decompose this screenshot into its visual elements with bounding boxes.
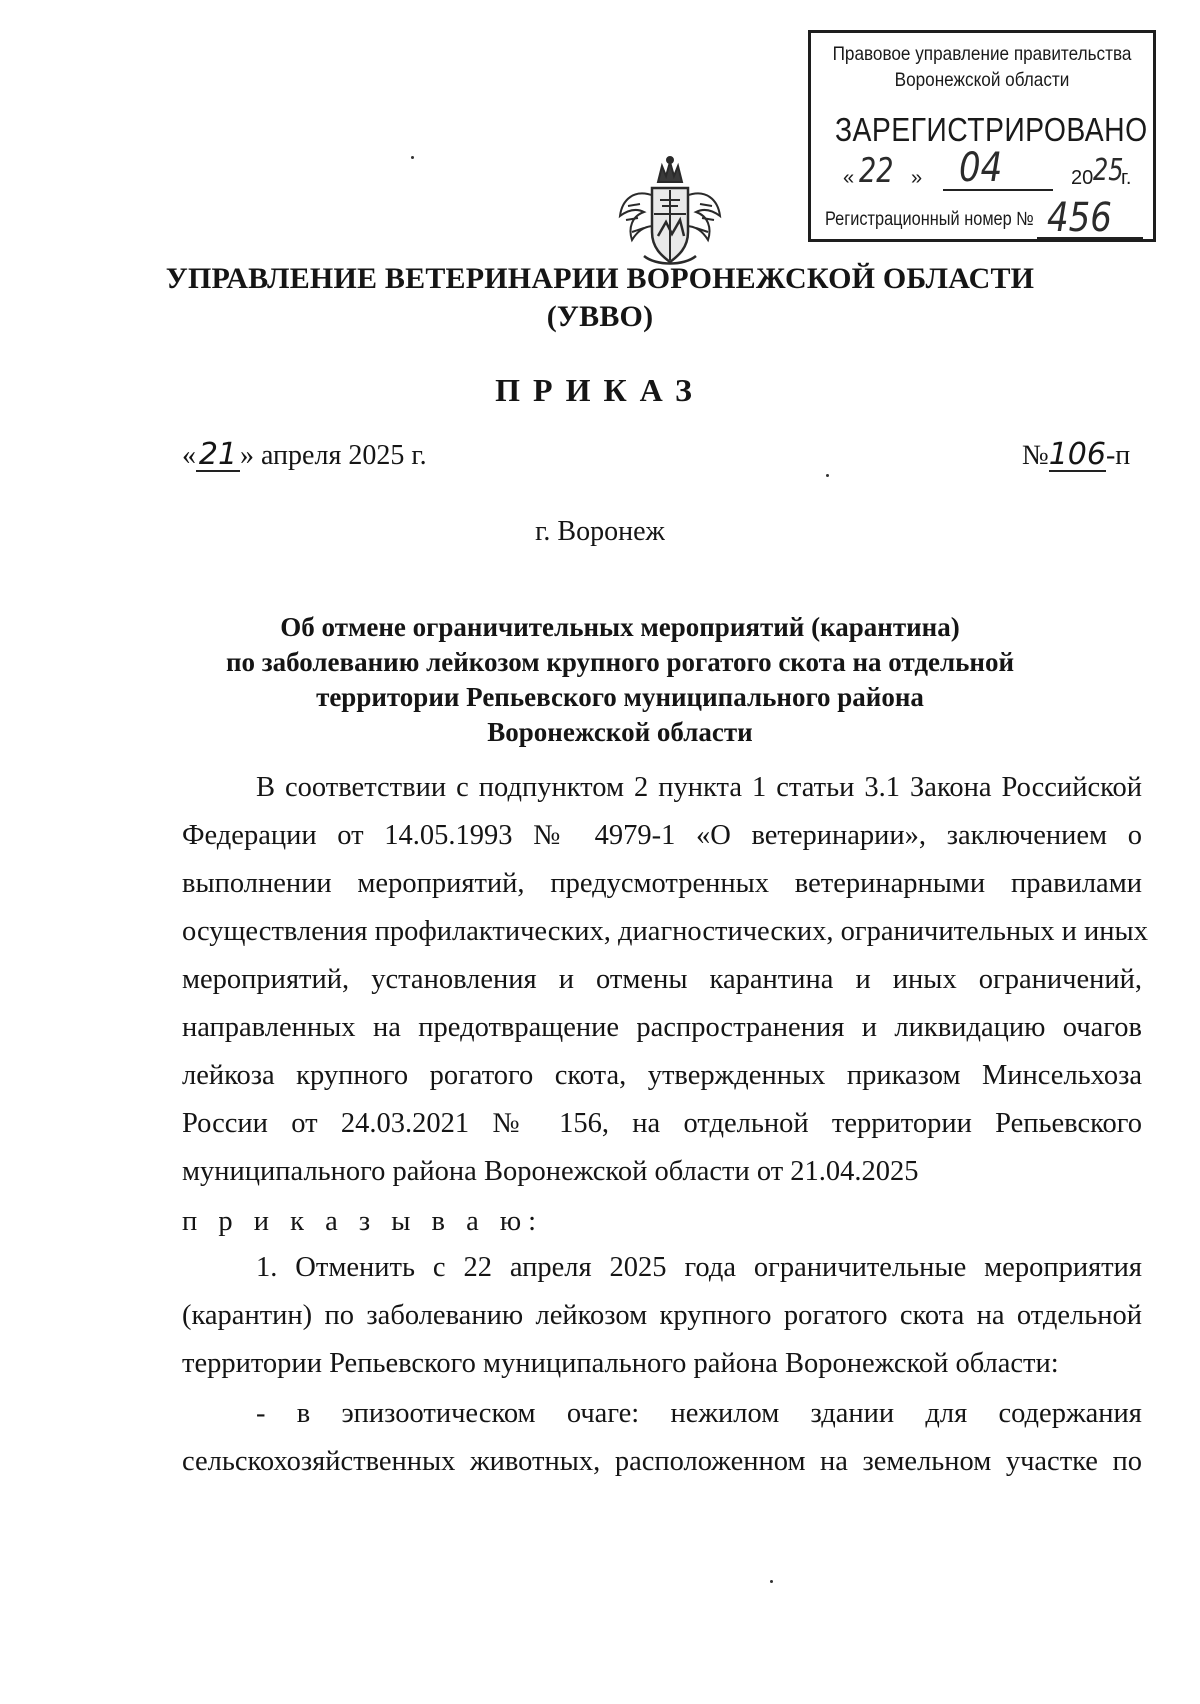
document-date xyxy=(182,437,427,472)
organization-abbreviation: (УВВО) xyxy=(546,300,654,333)
document-type: ПРИКАЗ xyxy=(495,372,705,408)
orders-word: п р и к а з ы в а ю: xyxy=(182,1206,544,1237)
date-open-quote: « xyxy=(182,440,196,471)
preamble-line: лейкоза крупного рогатого скота, утвержденных приказом Минсельхоза xyxy=(182,1060,1142,1091)
preamble-line: Федерации от 14.05.1993 № 4979-1 «О ветеринарии», заключением о xyxy=(182,820,1142,851)
stamp-date xyxy=(831,145,1141,195)
stamp-reg-label: Регистрационный номер № xyxy=(825,209,1034,230)
coat-of-arms-icon xyxy=(614,156,726,272)
title-line: Об отмене ограничительных мероприятий (карантина) xyxy=(280,612,960,642)
subitem-word: в xyxy=(296,1398,311,1429)
subitem-word: содержания xyxy=(998,1398,1142,1429)
item-1-paragraph xyxy=(182,1244,1142,1388)
stamp-year-suffix: г. xyxy=(1121,167,1132,189)
subitem-word: нежилом xyxy=(670,1398,780,1429)
date-rest: » апреля 2025 г. xyxy=(240,440,427,471)
number-suffix: -п xyxy=(1105,440,1131,471)
stamp-year-handwritten: 25 xyxy=(1093,153,1124,188)
preamble-line: направленных на предотвращение распространения и ликвидацию очагов xyxy=(182,1012,1142,1043)
number-prefix: № xyxy=(1022,440,1049,471)
stamp-date-day: 22 xyxy=(859,151,894,191)
stamp-year-prefix: 20 xyxy=(1071,167,1094,189)
subitem-first-line xyxy=(182,1390,1142,1438)
preamble-line: муниципального района Воронежской области от 21.04.2025 xyxy=(182,1156,919,1187)
subitem-paragraph xyxy=(182,1390,1142,1486)
number-handwritten: 106 xyxy=(1048,437,1106,472)
scan-speck xyxy=(770,1580,773,1583)
document-title xyxy=(220,610,1020,750)
preamble-paragraph xyxy=(182,764,1148,1196)
stamp-date-open-quote: « xyxy=(843,167,855,189)
stamp-registration-row xyxy=(825,195,1145,241)
subitem-word: эпизоотическом xyxy=(341,1398,536,1429)
stamp-reg-number: 456 xyxy=(1047,195,1112,241)
preamble-line: осуществления профилактических, диагностических, ограничительных и иных xyxy=(182,916,1148,947)
preamble-line: В соответствии с подпунктом 2 пункта 1 статьи 3.1 Закона Российской xyxy=(256,772,1142,803)
preamble-line: России от 24.03.2021 № 156, на отдельной территории Репьевского xyxy=(182,1108,1142,1139)
stamp-date-close-quote: » xyxy=(911,167,923,189)
organization-name: УПРАВЛЕНИЕ ВЕТЕРИНАРИИ ВОРОНЕЖСКОЙ ОБЛАСТИ xyxy=(165,262,1035,295)
item-1-line: территории Репьевского муниципального района Воронежской области: xyxy=(182,1348,1059,1379)
preamble-line: мероприятий, установления и отмены карантина и иных ограничений, xyxy=(182,964,1142,995)
title-line: Воронежской области xyxy=(487,717,753,747)
subitem-dash: - xyxy=(256,1398,266,1429)
item-1-line: (карантин) по заболеванию лейкозом крупного рогатого скота на отдельной xyxy=(182,1300,1142,1331)
preamble-line: выполнении мероприятий, предусмотренных ветеринарными правилами xyxy=(182,868,1142,899)
scan-speck xyxy=(411,156,414,159)
stamp-org-line1: Правовое управление правительства xyxy=(832,43,1132,65)
registration-stamp xyxy=(808,30,1156,242)
date-day-handwritten: 21 xyxy=(196,440,240,472)
scan-speck xyxy=(826,474,829,477)
document-number xyxy=(1022,437,1131,472)
item-1-line: 1. Отменить с 22 апреля 2025 года ограничительные мероприятия xyxy=(256,1252,1142,1283)
stamp-status: ЗАРЕГИСТРИРОВАНО xyxy=(834,111,1148,148)
document-city: г. Воронеж xyxy=(535,516,665,547)
title-line: по заболеванию лейкозом крупного рогатого скота на отдельной xyxy=(225,647,1015,677)
subitem-word: для xyxy=(925,1398,968,1429)
stamp-org-line2: Воронежской области xyxy=(894,69,1070,91)
title-line: территории Репьевского муниципального района xyxy=(316,682,924,712)
subitem-word: здании xyxy=(810,1398,895,1429)
subitem-line: сельскохозяйственных животных, расположенном на земельном участке по xyxy=(182,1446,1142,1477)
subitem-word: очаге: xyxy=(566,1398,640,1429)
stamp-date-month: 04 xyxy=(959,145,1003,191)
